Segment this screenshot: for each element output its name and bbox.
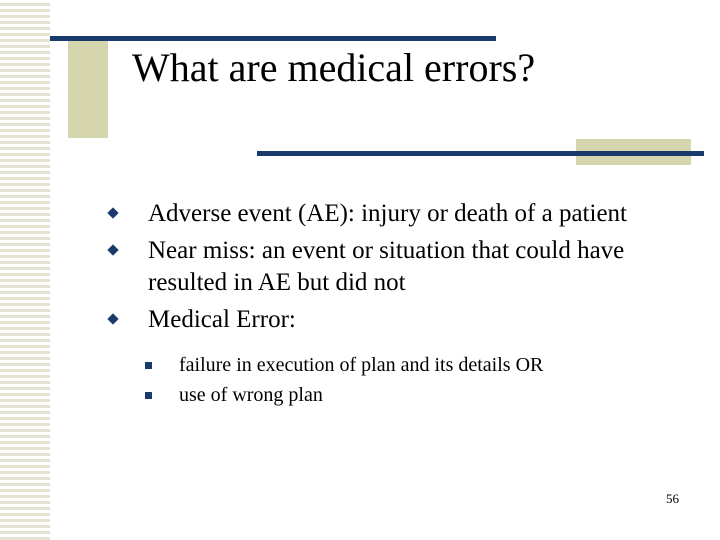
decorative-stripes — [0, 0, 50, 540]
bullet-text: Adverse event (AE): injury or death of a patient — [148, 200, 627, 227]
decorative-bar-bottom — [257, 151, 704, 156]
square-bullet-icon — [145, 392, 152, 399]
bullet-text: Near miss: an event or situation that could have resulted in AE but did not — [148, 237, 625, 296]
bullet-list — [102, 198, 702, 341]
subbullet-item — [142, 380, 682, 410]
decorative-bar-top — [50, 36, 496, 41]
subbullet-text: use of wrong plan — [179, 384, 323, 406]
decorative-khaki-block-left — [68, 36, 108, 138]
slide-title: What are medical errors? — [132, 45, 536, 90]
page-number: 56 — [666, 491, 679, 506]
diamond-bullet-icon — [107, 244, 118, 255]
subbullet-list — [142, 350, 682, 410]
bullet-item — [102, 198, 702, 230]
diamond-bullet-icon — [107, 207, 118, 218]
bullet-text: Medical Error: — [148, 306, 296, 333]
subbullet-item — [142, 350, 682, 380]
bullet-item — [102, 304, 702, 336]
diamond-bullet-icon — [107, 313, 118, 324]
bullet-item — [102, 235, 702, 299]
square-bullet-icon — [145, 362, 152, 369]
subbullet-text: failure in execution of plan and its details OR — [179, 354, 544, 376]
